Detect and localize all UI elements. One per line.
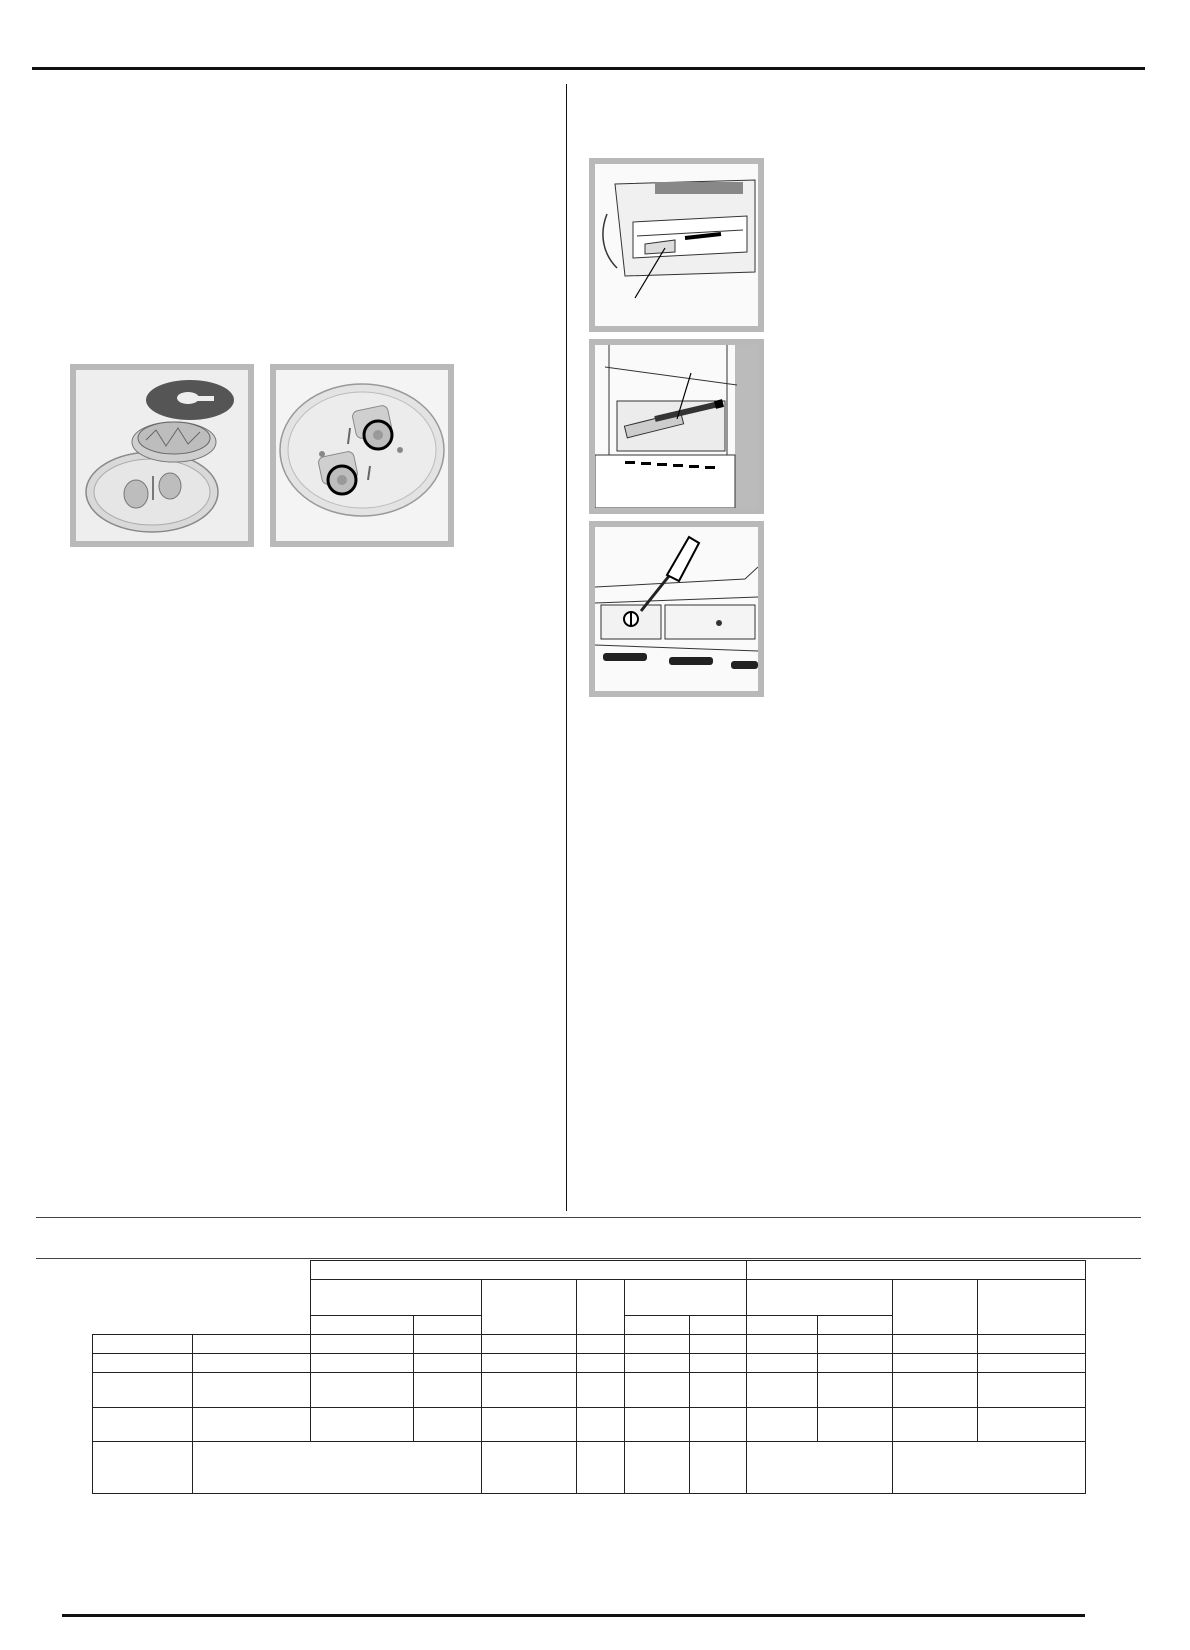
table-cell: [978, 1354, 1086, 1373]
table-row: [93, 1373, 1086, 1408]
table-group-header-2: [747, 1261, 1086, 1280]
table-cell: [482, 1442, 577, 1494]
table-row: [93, 1408, 1086, 1442]
table-cell: [577, 1354, 625, 1373]
table-cell: [414, 1354, 482, 1373]
table-subheader-cell: [577, 1280, 625, 1335]
bottom-rule: [62, 1614, 1085, 1617]
table-subheader-cell: [893, 1280, 978, 1335]
table-cell: [818, 1335, 893, 1354]
table-cell: [193, 1408, 311, 1442]
table-cell: [747, 1442, 893, 1494]
oven-burner-screw-figure: [589, 339, 764, 514]
table-cell: [818, 1408, 893, 1442]
table-cell: [577, 1335, 625, 1354]
table-row: [93, 1354, 1086, 1373]
table-subheader-cell: [978, 1280, 1086, 1335]
table-cell: [414, 1408, 482, 1442]
table-cell: [93, 1354, 193, 1373]
table-group-header-1: [311, 1261, 747, 1280]
table-cell: [93, 1442, 193, 1494]
table-subheader-cell: [311, 1280, 482, 1316]
screwdriver-valve-figure: [589, 521, 764, 697]
table-cell: [482, 1373, 577, 1408]
table-cell: [93, 1408, 193, 1442]
table-row: [93, 1442, 1086, 1494]
table-cell: [747, 1408, 818, 1442]
table-cell: [893, 1373, 978, 1408]
burner-exploded-figure: [70, 364, 254, 547]
table-cell: [690, 1373, 747, 1408]
section-rule-1: [36, 1217, 1141, 1218]
table-cell: [625, 1335, 690, 1354]
table-cell: [311, 1354, 414, 1373]
table-cell: [893, 1408, 978, 1442]
table-subheader-cell: [482, 1280, 577, 1335]
section-rule-2: [36, 1258, 1141, 1259]
table-cell: [193, 1335, 311, 1354]
table-cell: [690, 1442, 747, 1494]
table-cell: [690, 1354, 747, 1373]
table-subheader-cell: [625, 1316, 690, 1335]
oven-front-icon: [595, 164, 758, 326]
table-cell: [414, 1335, 482, 1354]
table-cell: [482, 1335, 577, 1354]
table-cell: [311, 1335, 414, 1354]
burner-base-figure: [270, 364, 454, 547]
table-cell: [625, 1373, 690, 1408]
table-cell: [577, 1408, 625, 1442]
spec-table: [92, 1260, 1086, 1494]
table-subheader-cell: [414, 1316, 482, 1335]
table-cell: [482, 1408, 577, 1442]
table-cell: [625, 1354, 690, 1373]
table-subheader-cell: [818, 1316, 893, 1335]
table-cell: [482, 1354, 577, 1373]
screwdriver-valve-icon: [595, 527, 758, 691]
table-cell: [93, 1373, 193, 1408]
table-cell: [690, 1408, 747, 1442]
oven-burner-screw-icon: [595, 345, 758, 508]
table-cell: [893, 1335, 978, 1354]
table-cell: [414, 1373, 482, 1408]
table-cell: [893, 1442, 1086, 1494]
table-cell: [193, 1354, 311, 1373]
table-cell: [93, 1335, 193, 1354]
table-cell: [193, 1442, 482, 1494]
table-cell: [577, 1442, 625, 1494]
table-cell: [747, 1354, 818, 1373]
column-divider: [566, 84, 567, 1211]
burner-base-injectors-icon: [276, 370, 448, 541]
table-cell: [311, 1373, 414, 1408]
burner-exploded-icon: [76, 370, 248, 541]
oven-front-figure: [589, 158, 764, 332]
table-subheader-cell: [747, 1316, 818, 1335]
table-subheader-cell: [747, 1280, 893, 1316]
table-cell: [577, 1373, 625, 1408]
table-cell: [747, 1335, 818, 1354]
table-cell: [193, 1373, 311, 1408]
table-cell: [818, 1354, 893, 1373]
table-cell: [625, 1408, 690, 1442]
table-cell: [818, 1373, 893, 1408]
table-subheader-cell: [625, 1280, 747, 1316]
table-cell: [978, 1335, 1086, 1354]
table-subheader-cell: [690, 1316, 747, 1335]
table-corner-cell: [93, 1261, 311, 1335]
table-cell: [893, 1354, 978, 1373]
table-cell: [978, 1408, 1086, 1442]
top-rule: [32, 67, 1145, 70]
table-cell: [747, 1373, 818, 1408]
table-cell: [311, 1408, 414, 1442]
table-cell: [978, 1373, 1086, 1408]
table-cell: [625, 1442, 690, 1494]
table-cell: [690, 1335, 747, 1354]
table-row: [93, 1335, 1086, 1354]
table-header-row-1: [93, 1261, 1086, 1280]
table-subheader-cell: [311, 1316, 414, 1335]
